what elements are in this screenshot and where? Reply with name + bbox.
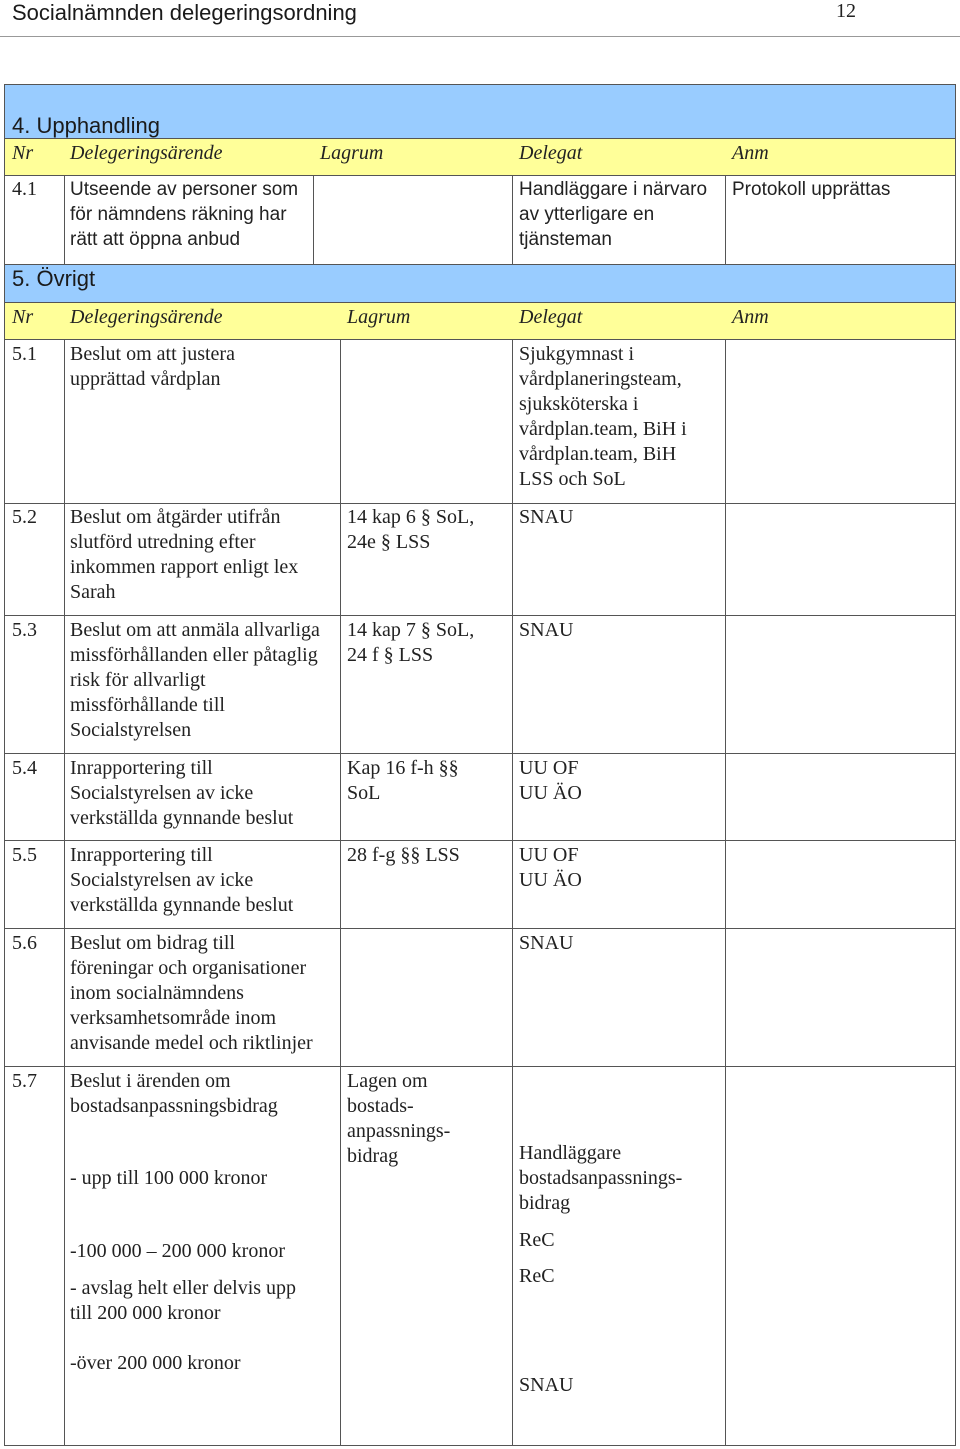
- row-delegat: Sjukgymnast i vårdplaneringsteam, sjuksköterska i vårdplan.team, BiH i vårdplan.team, BiH LSS och SoL: [519, 343, 687, 490]
- row-divider: [4, 264, 956, 265]
- col-header-nr: Nr: [12, 142, 34, 164]
- row-lagrum: 28 f-g §§ LSS: [347, 844, 460, 866]
- row-divider: [4, 302, 956, 303]
- row-divider: [4, 1066, 956, 1067]
- column-divider: [512, 339, 513, 1445]
- header-divider: [0, 36, 960, 37]
- row-nr: 5.3: [12, 619, 37, 641]
- row-nr: 5.5: [12, 844, 37, 866]
- row-anm: Protokoll upprättas: [732, 179, 891, 200]
- row-arende: Beslut om bidrag till föreningar och organisationer inom socialnämndens verksamhetsområde inom anvisande medel och riktlinjer: [70, 932, 313, 1054]
- row-arende: Beslut om att anmäla allvarliga missförhållanden eller påtaglig risk för allvarligt missförhållande till Socialstyrelsen: [70, 619, 320, 741]
- row-nr: 5.7: [12, 1070, 37, 1092]
- row-divider: [4, 503, 956, 504]
- col-header-delegat: Delegat: [519, 306, 583, 328]
- row-divider: [4, 928, 956, 929]
- row-lagrum: 14 kap 7 § SoL, 24 f § LSS: [347, 619, 475, 666]
- row-arende: Beslut i ärenden om bostadsanpassningsbidrag: [70, 1070, 278, 1117]
- column-divider: [512, 175, 513, 264]
- row-arende: Beslut om åtgärder utifrån slutförd utredning efter inkommen rapport enligt lex Sarah: [70, 506, 299, 603]
- row-lagrum: Lagen om bostads- anpassnings- bidrag: [347, 1070, 451, 1167]
- row-delegat: SNAU: [519, 619, 574, 641]
- page-number: 12: [836, 0, 856, 22]
- sub-arende: -över 200 000 kronor: [70, 1352, 241, 1374]
- column-divider: [725, 175, 726, 264]
- col-header-lagrum: Lagrum: [320, 142, 384, 164]
- row-lagrum: 14 kap 6 § SoL, 24e § LSS: [347, 506, 475, 553]
- row-arende: Utseende av personer som för nämndens räkning har rätt att öppna anbud: [70, 179, 299, 250]
- column-divider: [64, 339, 65, 1445]
- row-divider: [4, 339, 956, 340]
- col-header-anm: Anm: [732, 142, 769, 164]
- table-border-right: [955, 84, 956, 1446]
- row-nr: 4.1: [12, 178, 37, 200]
- row-delegat: SNAU: [519, 506, 574, 528]
- col-header-delegeringsarende: Delegeringsärende: [70, 142, 223, 164]
- row-lagrum: Kap 16 f-h §§ SoL: [347, 757, 459, 804]
- table-border-top: [4, 84, 956, 85]
- sub-arende: -100 000 – 200 000 kronor: [70, 1240, 285, 1262]
- col-header-delegat: Delegat: [519, 142, 583, 164]
- row-nr: 5.6: [12, 932, 37, 954]
- col-header-anm: Anm: [732, 306, 769, 328]
- row-divider: [4, 753, 956, 754]
- column-divider: [313, 175, 314, 264]
- col-header-nr: Nr: [12, 306, 34, 328]
- table-border-bottom: [4, 1445, 956, 1446]
- row-delegat: SNAU: [519, 932, 574, 954]
- row-divider: [4, 615, 956, 616]
- row-delegat: UU OF UU ÄO: [519, 757, 582, 804]
- row-nr: 5.2: [12, 506, 37, 528]
- sub-delegat: SNAU: [519, 1374, 574, 1396]
- row-nr: 5.1: [12, 343, 37, 365]
- sub-delegat: ReC: [519, 1229, 555, 1251]
- col-header-lagrum: Lagrum: [347, 306, 411, 328]
- column-divider: [340, 339, 341, 1445]
- row-divider: [4, 840, 956, 841]
- sub-arende: - avslag helt eller delvis upp till 200 000 kronor: [70, 1277, 297, 1324]
- section-header-bg: [4, 264, 956, 302]
- column-divider: [64, 175, 65, 264]
- section-title: 4. Upphandling: [12, 113, 161, 138]
- col-header-delegeringsarende: Delegeringsärende: [70, 306, 223, 328]
- page-title: Socialnämnden delegeringsordning: [12, 0, 357, 25]
- sub-delegat: Handläggare bostadsanpassnings- bidrag: [519, 1142, 683, 1214]
- column-divider: [725, 339, 726, 1445]
- row-divider: [4, 138, 956, 139]
- sub-delegat: ReC: [519, 1265, 555, 1287]
- row-arende: Beslut om att justera upprättad vårdplan: [70, 343, 235, 390]
- sub-arende: - upp till 100 000 kronor: [70, 1167, 268, 1189]
- row-nr: 5.4: [12, 757, 37, 779]
- row-arende: Inrapportering till Socialstyrelsen av icke verkställda gynnande beslut: [70, 757, 294, 829]
- row-delegat: Handläggare i närvaro av ytterligare en tjänsteman: [519, 179, 708, 250]
- table-border-left: [4, 84, 5, 1446]
- row-divider: [4, 175, 956, 176]
- row-arende: Inrapportering till Socialstyrelsen av icke verkställda gynnande beslut: [70, 844, 294, 916]
- row-delegat: UU OF UU ÄO: [519, 844, 582, 891]
- section-title: 5. Övrigt: [12, 266, 96, 291]
